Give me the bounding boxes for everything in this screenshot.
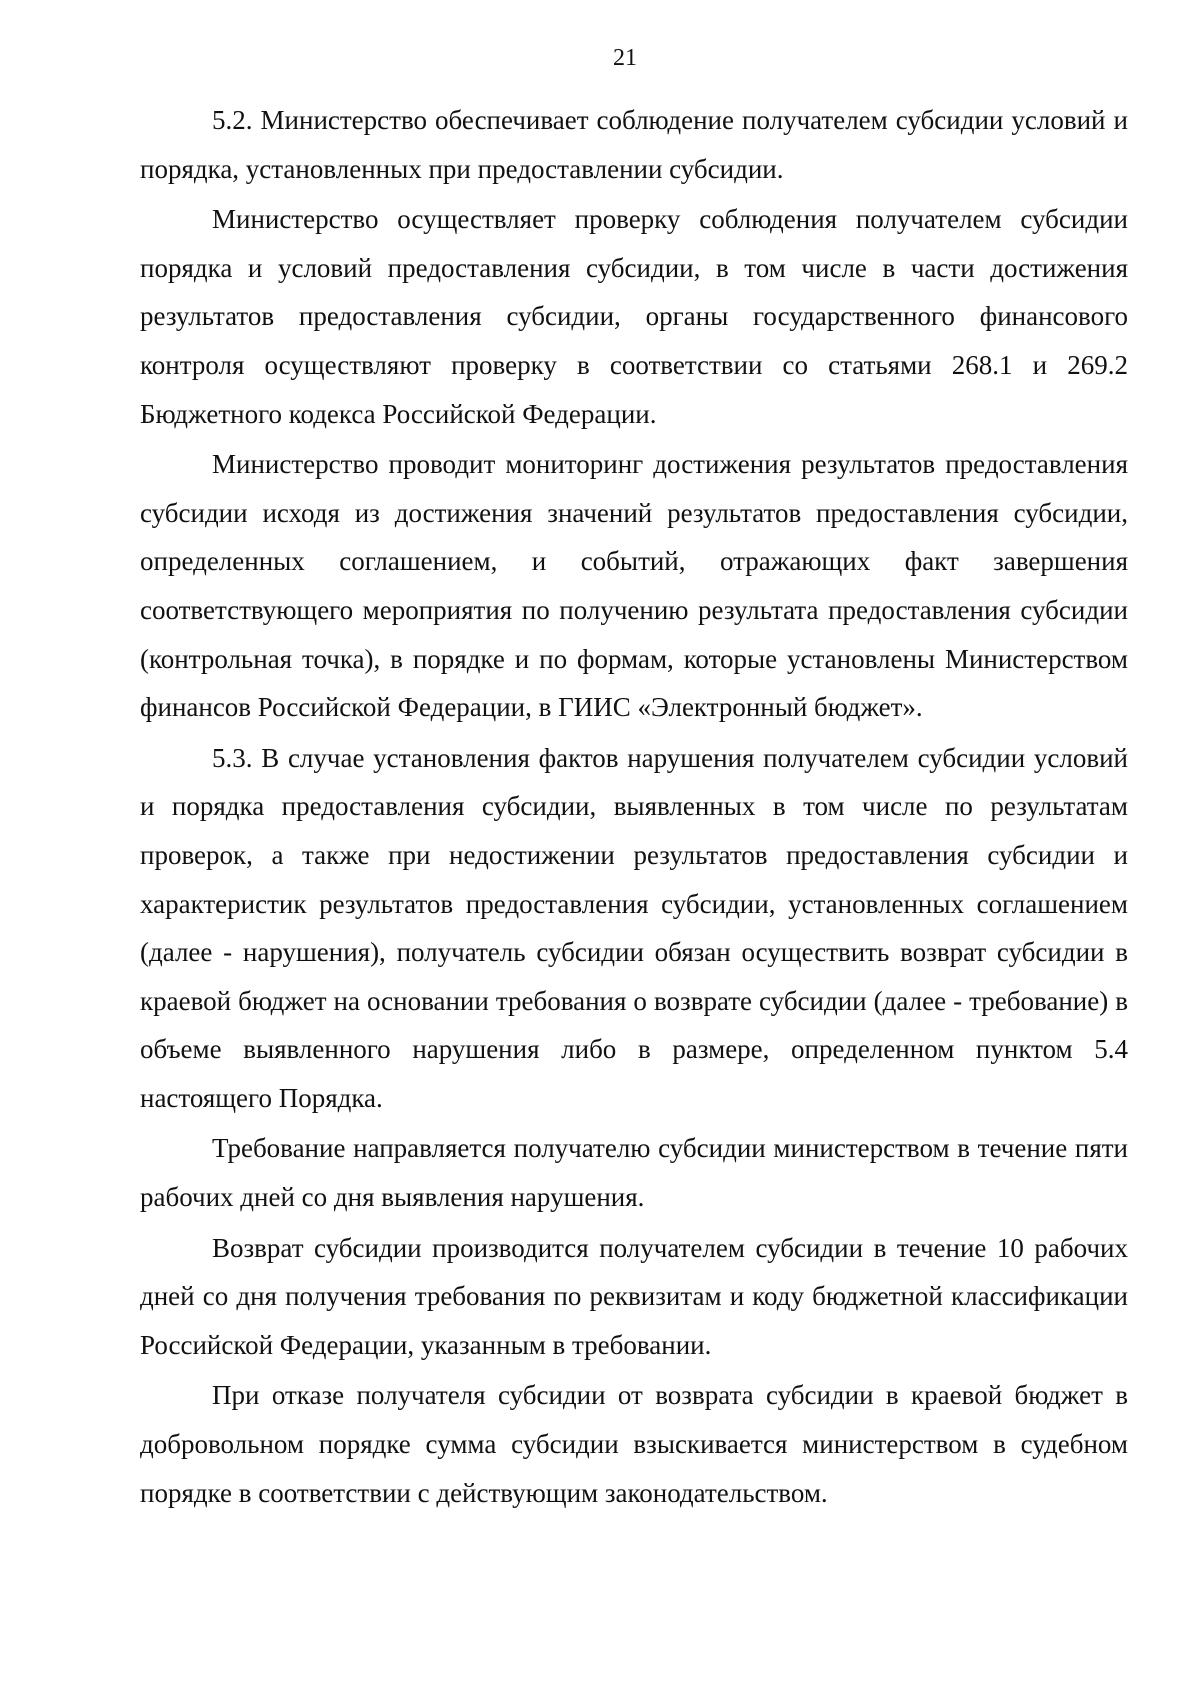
paragraph-5-3: 5.3. В случае установления фактов нарушения получателем субсидии условий и порядка предоставления субсидии, выявленных в том числе по результатам проверок, а также при недостижении результатов предоставления субсидии и характеристик результатов предоставления субсидии, установленных соглашением (далее - нарушения), получатель субсидии обязан осуществить возврат субсидии в краевой бюджет на основании требования о возврате субсидии (далее - требование) в объеме выявленного нарушения либо в размере, определенном пунктом 5.4 настоящего Порядка.	[140, 742, 1128, 1113]
page-number: 21	[613, 45, 637, 71]
paragraph-refund: Возврат субсидии производится получателем субсидии в течение 10 рабочих дней со дня получения требования по реквизитам и коду бюджетной классификации Российской Федерации, указанным в требовании.	[140, 1232, 1128, 1360]
paragraph-monitoring: Министерство проводит мониторинг достижения результатов предоставления субсидии исходя из достижения значений результатов предоставления субсидии, определенных соглашением, и событий, отражающих факт завершения соответствующего мероприятия по получению результата предоставления субсидии (контрольная точка), в порядке и по формам, которые установлены Министерством финансов Российской Федерации, в ГИИС «Электронный бюджет».	[140, 449, 1128, 723]
paragraph-verification: Министерство осуществляет проверку соблюдения получателем субсидии порядка и условий предоставления субсидии, в том числе в части достижения результатов предоставления субсидии, органы государственного финансового контроля осуществляют проверку в соответствии со статьями 268.1 и 269.2 Бюджетного кодекса Российской Федерации.	[140, 204, 1128, 429]
document-body	[140, 96, 1128, 1519]
paragraph-5-2: 5.2. Министерство обеспечивает соблюдение получателем субсидии условий и порядка, установленных при предоставлении субсидии.	[140, 105, 1128, 184]
paragraph-requirement: Требование направляется получателю субсидии министерством в течение пяти рабочих дней со дня выявления нарушения.	[140, 1133, 1128, 1213]
paragraph-refusal: При отказе получателя субсидии от возврата субсидии в краевой бюджет в добровольном порядке сумма субсидии взыскивается министерством в судебном порядке в соответствии с действующим законодательством.	[140, 1380, 1128, 1508]
